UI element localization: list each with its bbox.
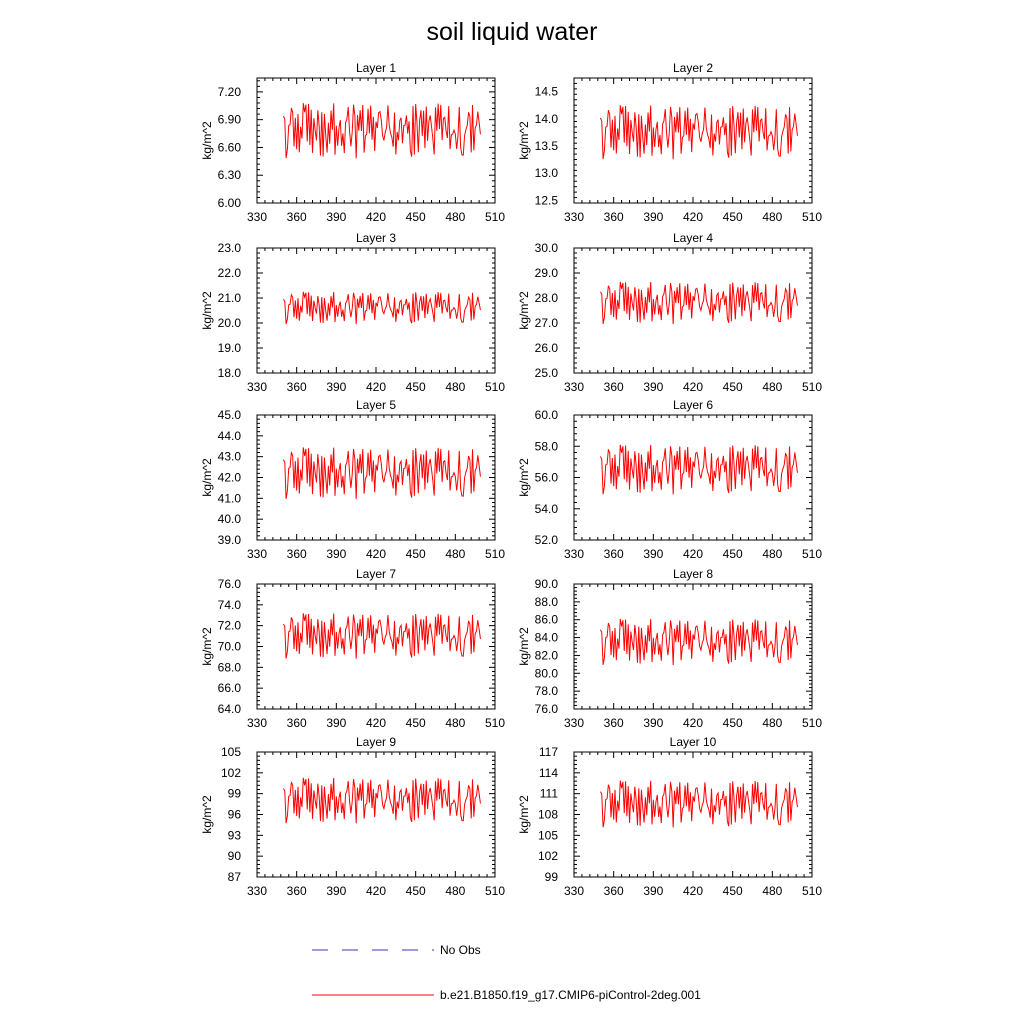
x-tick-label: 330 [563, 210, 585, 224]
y-tick-label: 27.0 [534, 316, 558, 330]
x-tick-label: 390 [326, 547, 347, 561]
x-tick-label: 450 [405, 210, 426, 224]
x-tick-label: 420 [682, 210, 704, 224]
panels-group [200, 61, 822, 898]
panel-layer-2 [517, 61, 822, 224]
y-tick-label: 20.0 [217, 316, 241, 330]
y-tick-label: 105 [537, 828, 558, 843]
y-axis-label: kg/m^2 [200, 795, 214, 834]
x-tick-label: 480 [762, 547, 783, 561]
x-tick-label: 390 [643, 547, 664, 561]
panel-title: Layer 1 [355, 61, 397, 75]
x-tick-label: 480 [445, 884, 466, 898]
y-axis-label: kg/m^2 [517, 627, 531, 666]
x-tick-label: 360 [603, 716, 624, 730]
x-tick-label: 360 [603, 884, 624, 898]
x-tick-label: 480 [762, 210, 783, 224]
x-tick-label: 480 [762, 884, 783, 898]
y-tick-label: 7.20 [217, 84, 241, 99]
plot-frame [574, 78, 812, 203]
x-tick-label: 330 [246, 210, 268, 224]
x-tick-label: 420 [682, 884, 704, 898]
y-tick-label: 70.0 [217, 639, 241, 654]
panel-title: Layer 4 [672, 231, 714, 245]
x-tick-label: 360 [286, 210, 307, 224]
y-tick-label: 64.0 [217, 702, 241, 716]
panel-layer-10 [517, 735, 822, 898]
x-tick-label: 510 [801, 380, 823, 394]
plot-frame [574, 415, 812, 540]
y-tick-label: 28.0 [534, 291, 558, 305]
x-tick-label: 450 [722, 547, 743, 561]
panel-layer-1 [200, 61, 505, 224]
x-tick-label: 510 [484, 380, 506, 394]
y-tick-label: 76.0 [534, 702, 558, 716]
x-tick-label: 420 [365, 210, 387, 224]
x-tick-label: 480 [445, 380, 466, 394]
x-tick-label: 330 [563, 380, 585, 394]
panel-title: Layer 7 [355, 567, 397, 581]
plot-frame [574, 752, 812, 877]
x-tick-label: 450 [405, 380, 426, 394]
legend [312, 943, 701, 1002]
series-line-model [283, 103, 480, 158]
x-tick-label: 360 [603, 380, 624, 394]
series-line-model [283, 292, 480, 324]
plot-frame [257, 584, 495, 709]
x-tick-label: 510 [484, 716, 506, 730]
y-tick-label: 76.0 [217, 577, 241, 591]
panel-layer-9 [200, 735, 505, 898]
series-line-model [283, 778, 480, 823]
y-axis-label: kg/m^2 [517, 795, 531, 834]
y-axis-label: kg/m^2 [200, 458, 214, 497]
x-tick-label: 480 [762, 380, 783, 394]
x-tick-label: 330 [246, 716, 268, 730]
panel-title: Layer 3 [355, 231, 397, 245]
panel-title: Layer 5 [355, 398, 397, 412]
panel-layer-3 [200, 231, 505, 394]
x-tick-label: 420 [365, 380, 387, 394]
y-tick-label: 25.0 [534, 366, 558, 380]
y-tick-label: 14.0 [534, 111, 558, 126]
y-tick-label: 43.0 [217, 449, 241, 464]
y-axis-label: kg/m^2 [200, 121, 214, 160]
x-tick-label: 360 [603, 547, 624, 561]
plot-frame [574, 248, 812, 373]
x-tick-label: 360 [286, 884, 307, 898]
x-tick-label: 360 [286, 716, 307, 730]
y-tick-label: 18.0 [217, 366, 241, 380]
x-tick-label: 480 [445, 547, 466, 561]
y-tick-label: 99 [544, 870, 558, 884]
x-tick-label: 330 [563, 547, 585, 561]
x-tick-label: 450 [722, 210, 743, 224]
y-tick-label: 90.0 [534, 577, 558, 591]
series-line-model [283, 447, 480, 499]
y-axis-label: kg/m^2 [517, 121, 531, 160]
y-tick-label: 30.0 [534, 241, 558, 255]
y-tick-label: 90 [227, 849, 241, 864]
x-tick-label: 510 [801, 716, 823, 730]
x-tick-label: 510 [801, 884, 823, 898]
y-tick-label: 44.0 [217, 428, 241, 443]
y-tick-label: 6.00 [217, 196, 241, 210]
x-tick-label: 450 [722, 380, 743, 394]
x-tick-label: 360 [286, 380, 307, 394]
y-tick-label: 6.90 [217, 112, 241, 127]
y-tick-label: 111 [539, 786, 558, 801]
panel-layer-5 [200, 398, 505, 561]
panel-title: Layer 9 [355, 735, 397, 749]
panel-layer-7 [200, 567, 505, 730]
x-tick-label: 420 [682, 380, 704, 394]
y-tick-label: 58.0 [534, 439, 558, 454]
x-tick-label: 390 [643, 884, 664, 898]
y-tick-label: 52.0 [534, 533, 558, 547]
x-tick-label: 390 [643, 210, 664, 224]
y-tick-label: 80.0 [534, 666, 558, 681]
x-tick-label: 450 [405, 547, 426, 561]
x-tick-label: 390 [643, 716, 664, 730]
y-tick-label: 23.0 [217, 241, 241, 255]
y-tick-label: 39.0 [217, 533, 241, 547]
x-tick-label: 330 [246, 547, 268, 561]
panel-layer-6 [517, 398, 822, 561]
x-tick-label: 510 [484, 210, 506, 224]
plot-frame [257, 415, 495, 540]
y-tick-label: 88.0 [534, 594, 558, 609]
x-tick-label: 480 [762, 716, 783, 730]
y-tick-label: 102 [537, 849, 558, 864]
x-tick-label: 360 [286, 547, 307, 561]
series-line-model [600, 105, 797, 159]
y-tick-label: 99 [227, 786, 241, 801]
y-tick-label: 86.0 [534, 612, 558, 627]
y-tick-label: 29.0 [534, 266, 558, 280]
panel-layer-8 [517, 567, 822, 730]
panel-title: Layer 2 [672, 61, 714, 75]
y-tick-label: 78.0 [534, 684, 558, 699]
panel-title: Layer 8 [672, 567, 714, 581]
panel-title: Layer 6 [672, 398, 714, 412]
y-tick-label: 72.0 [217, 618, 241, 633]
y-tick-label: 6.30 [217, 168, 241, 183]
y-tick-label: 26.0 [534, 341, 558, 355]
x-tick-label: 420 [365, 884, 387, 898]
x-tick-label: 330 [563, 716, 585, 730]
y-tick-label: 40.0 [217, 512, 241, 527]
x-tick-label: 450 [405, 716, 426, 730]
y-tick-label: 41.0 [217, 491, 241, 506]
x-tick-label: 390 [326, 380, 347, 394]
y-tick-label: 56.0 [534, 470, 558, 485]
x-tick-label: 420 [682, 547, 704, 561]
x-tick-label: 420 [682, 716, 704, 730]
legend-obs-label: No Obs [440, 943, 481, 957]
x-tick-label: 390 [326, 716, 347, 730]
y-tick-label: 96 [227, 807, 241, 822]
y-tick-label: 54.0 [534, 501, 558, 516]
x-tick-label: 510 [484, 884, 506, 898]
x-tick-label: 330 [246, 884, 268, 898]
plot-frame [574, 584, 812, 709]
y-tick-label: 13.5 [534, 138, 558, 153]
series-line-model [600, 445, 797, 495]
y-tick-label: 12.5 [534, 193, 558, 208]
x-tick-label: 420 [365, 547, 387, 561]
y-axis-label: kg/m^2 [517, 458, 531, 497]
x-tick-label: 390 [643, 380, 664, 394]
x-tick-label: 360 [603, 210, 624, 224]
y-tick-label: 84.0 [534, 630, 558, 645]
y-tick-label: 108 [537, 807, 558, 822]
y-tick-label: 60.0 [534, 408, 558, 422]
x-tick-label: 390 [326, 884, 347, 898]
series-line-model [600, 282, 797, 324]
y-tick-label: 105 [220, 745, 241, 759]
y-axis-label: kg/m^2 [200, 291, 214, 330]
plot-frame [257, 752, 495, 877]
y-tick-label: 21.0 [217, 291, 241, 305]
x-tick-label: 330 [246, 380, 268, 394]
x-tick-label: 480 [445, 716, 466, 730]
x-tick-label: 480 [445, 210, 466, 224]
x-tick-label: 510 [801, 210, 823, 224]
y-tick-label: 6.60 [217, 140, 241, 155]
y-tick-label: 117 [538, 745, 558, 759]
y-tick-label: 87 [227, 870, 241, 884]
y-axis-label: kg/m^2 [517, 291, 531, 330]
y-tick-label: 45.0 [217, 408, 241, 422]
y-tick-label: 14.5 [534, 84, 558, 99]
panel-layer-4 [517, 231, 822, 394]
y-tick-label: 114 [538, 765, 558, 780]
y-tick-label: 102 [220, 765, 241, 780]
x-tick-label: 450 [405, 884, 426, 898]
x-tick-label: 390 [326, 210, 347, 224]
x-tick-label: 450 [722, 884, 743, 898]
plot-frame [257, 248, 495, 373]
y-tick-label: 93 [227, 828, 241, 843]
y-axis-label: kg/m^2 [200, 627, 214, 666]
y-tick-label: 42.0 [217, 470, 241, 485]
y-tick-label: 82.0 [534, 648, 558, 663]
plot-frame [257, 78, 495, 203]
y-tick-label: 13.0 [534, 166, 558, 181]
x-tick-label: 450 [722, 716, 743, 730]
series-line-model [600, 781, 797, 828]
x-tick-label: 420 [365, 716, 387, 730]
x-tick-label: 510 [801, 547, 823, 561]
figure-title: soil liquid water [426, 18, 598, 46]
y-tick-label: 19.0 [217, 341, 241, 355]
x-tick-label: 330 [563, 884, 585, 898]
y-tick-label: 74.0 [217, 597, 241, 612]
y-tick-label: 22.0 [217, 266, 241, 280]
y-tick-label: 68.0 [217, 660, 241, 675]
y-tick-label: 66.0 [217, 681, 241, 696]
panel-title: Layer 10 [669, 735, 717, 749]
series-line-model [283, 613, 480, 658]
x-tick-label: 510 [484, 547, 506, 561]
series-line-model [600, 619, 797, 665]
legend-model-label: b.e21.B1850.f19_g17.CMIP6-piControl-2deg.001 [440, 988, 701, 1002]
